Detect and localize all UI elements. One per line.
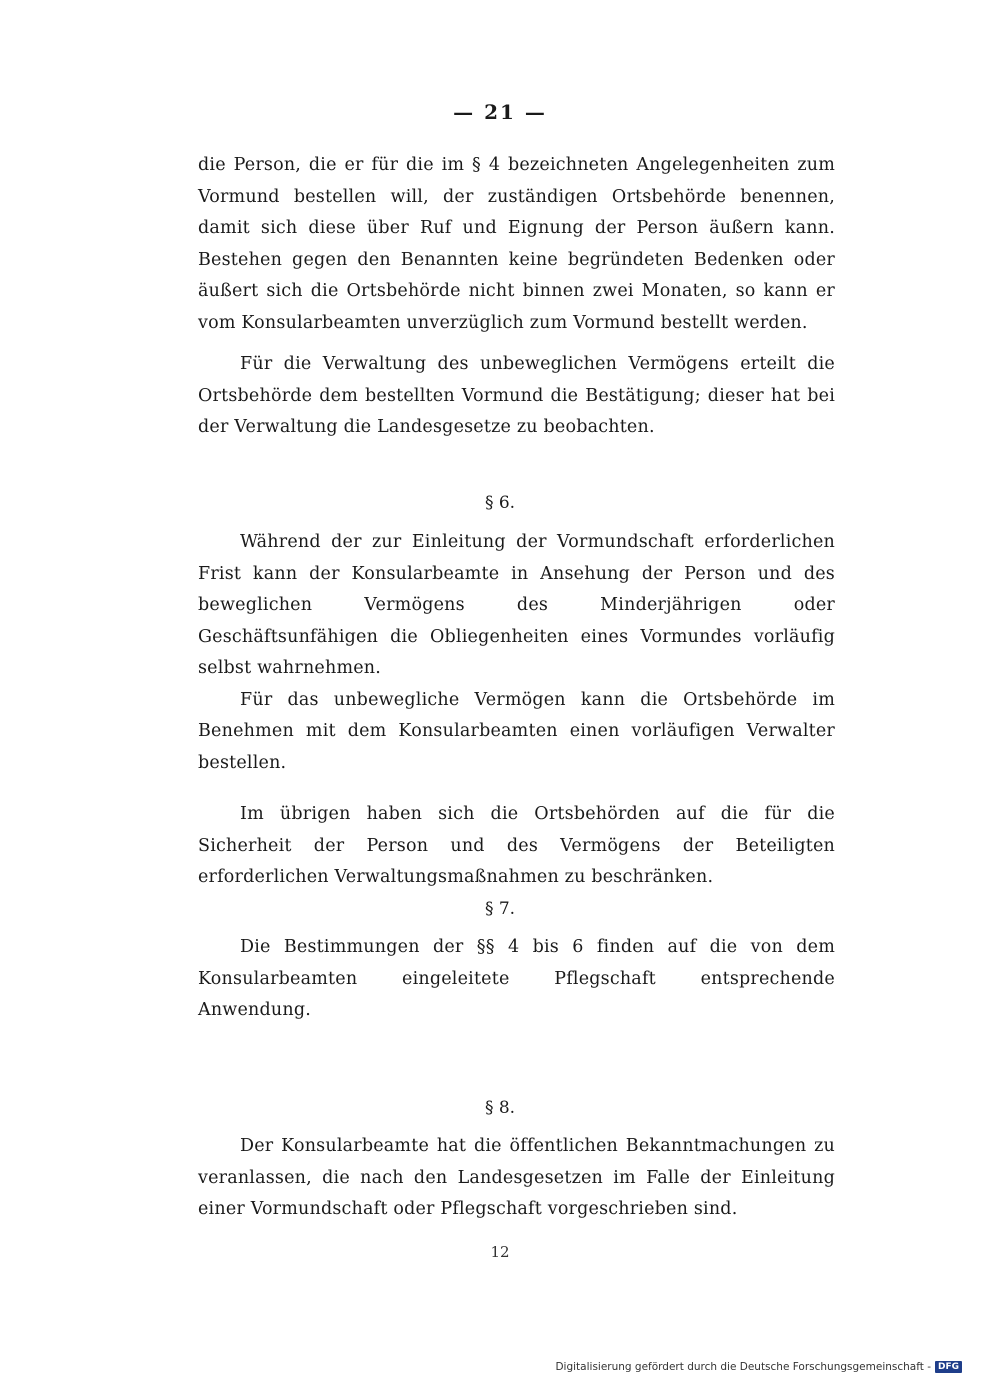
text-block-section-7 — [198, 932, 835, 1027]
text-block-section-6 — [198, 527, 835, 894]
text-block-section-8 — [198, 1131, 835, 1226]
page-number: — 21 — — [453, 100, 547, 124]
footer-credit — [555, 1361, 962, 1373]
paragraph: Im übrigen haben sich die Ortsbehörden auf die für die Sicherheit der Person und des Vermögens der Beteiligten erforderlichen Verwaltungsmaßnahmen zu beschränken. — [198, 804, 835, 887]
dfg-logo-icon: DFG — [935, 1361, 962, 1373]
paragraph: die Person, die er für die im § 4 bezeichneten Angelegenheiten zum Vormund bestellen will, der zuständigen Ortsbehörde benennen, damit sich diese über Ruf und Eignung der Person äußern kann. Bestehen gegen den Benannten keine begründeten Bedenken oder äußert sich die Ortsbehörde nicht binnen zwei Monaten, so kann er vom Konsularbeamten unverzüglich zum Vormund bestellt werden. — [198, 155, 835, 333]
paragraph: Der Konsularbeamte hat die öffentlichen Bekanntmachungen zu veranlassen, die nach den Landesgesetzen im Falle der Einleitung einer Vormundschaft oder Pflegschaft vorgeschrieben sind. — [198, 1136, 835, 1219]
sheet-number: 12 — [490, 1243, 510, 1261]
paragraph: Für die Verwaltung des unbeweglichen Vermögens erteilt die Ortsbehörde dem bestellten Vormund die Bestätigung; dieser hat bei der Verwaltung die Landesgesetze zu beobachten. — [198, 354, 835, 437]
credit-text: Digitalisierung gefördert durch die Deutsche Forschungsgemeinschaft - — [555, 1361, 931, 1373]
text-block-intro — [198, 150, 835, 444]
paragraph: Während der zur Einleitung der Vormundschaft erforderlichen Frist kann der Konsularbeamte in Ansehung der Person und des beweglichen Vermögens des Minderjährigen oder Geschäftsunfähigen die Obliegenheiten eines Vormundes vorläufig selbst wahrnehmen. — [198, 532, 835, 678]
section-heading-7: § 7. — [484, 899, 516, 919]
section-heading-8: § 8. — [484, 1098, 516, 1118]
paragraph: Für das unbewegliche Vermögen kann die Ortsbehörde im Benehmen mit dem Konsularbeamten einen vorläufigen Verwalter bestellen. — [198, 689, 835, 773]
section-heading-6: § 6. — [484, 493, 516, 513]
paragraph: Die Bestimmungen der §§ 4 bis 6 finden auf die von dem Konsularbeamten eingeleitete Pflegschaft entsprechende Anwendung. — [198, 937, 835, 1020]
